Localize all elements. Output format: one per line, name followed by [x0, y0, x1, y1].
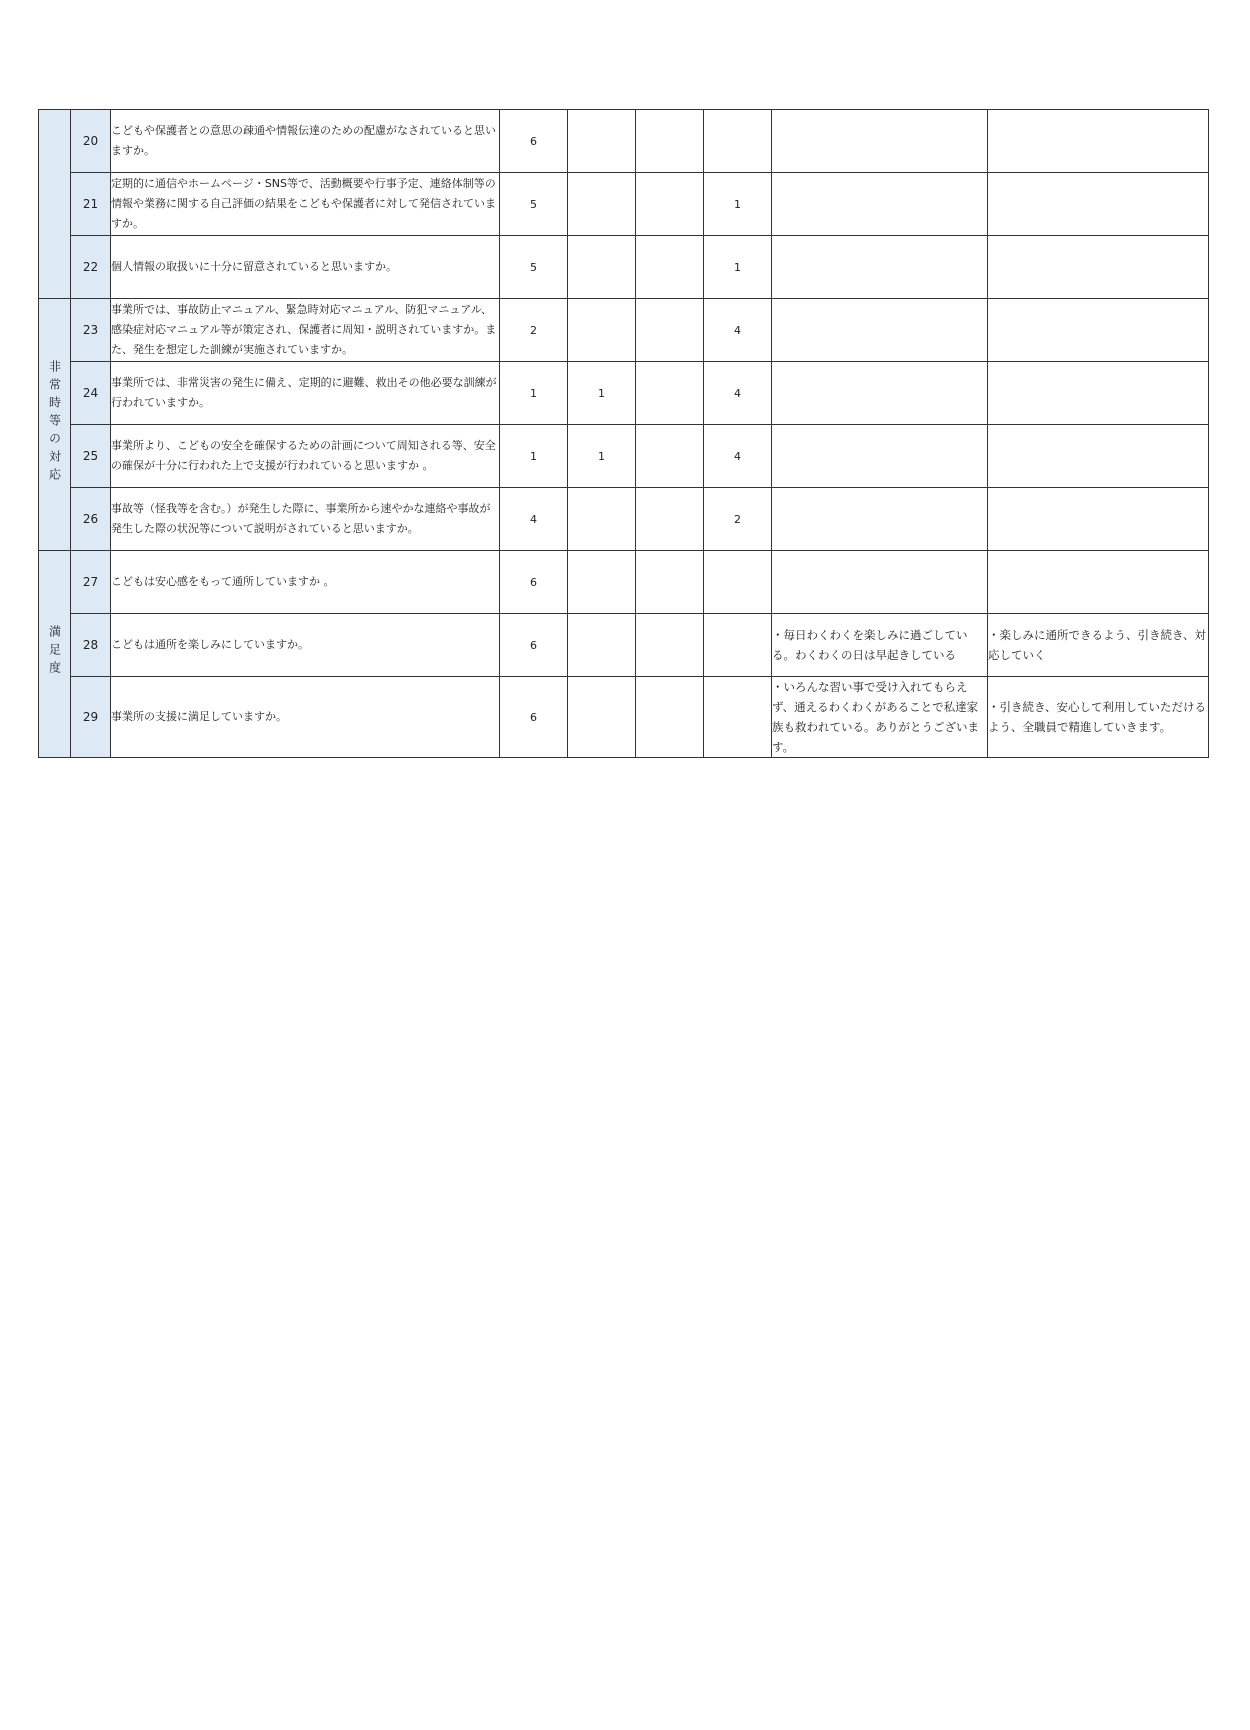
item-number: 26	[71, 488, 111, 551]
parent-opinion-cell: ・いろんな習い事で受け入れてもらえず、通えるわくわくがあることで私達家族も救われている。ありがとうございます。	[772, 677, 988, 758]
item-number: 29	[71, 677, 111, 758]
question-text: 個人情報の取扱いに十分に留意されていると思いますか。	[111, 236, 500, 299]
item-number: 27	[71, 551, 111, 614]
count-cell: 5	[500, 173, 568, 236]
category-emergency	[39, 299, 71, 551]
response-cell	[988, 173, 1209, 236]
count-cell: 4	[500, 488, 568, 551]
question-text: 事業所より、こどもの安全を確保するための計画について周知される等、安全の確保が十分に行われた上で支援が行われていると思いますか 。	[111, 425, 500, 488]
table-row	[39, 488, 1209, 551]
count-cell	[636, 614, 704, 677]
parent-opinion-cell: ・毎日わくわくを楽しみに過ごしている。わくわくの日は早起きしている	[772, 614, 988, 677]
question-text: こどもは安心感をもって通所していますか 。	[111, 551, 500, 614]
item-number: 24	[71, 362, 111, 425]
parent-opinion-cell	[772, 551, 988, 614]
count-cell	[568, 677, 636, 758]
count-cell: 5	[500, 236, 568, 299]
item-number: 20	[71, 110, 111, 173]
parent-opinion-cell	[772, 236, 988, 299]
response-cell	[988, 236, 1209, 299]
count-cell	[636, 236, 704, 299]
response-cell: ・楽しみに通所できるよう、引き続き、対応していく	[988, 614, 1209, 677]
parent-opinion-cell	[772, 425, 988, 488]
count-cell	[568, 299, 636, 362]
table-row	[39, 110, 1209, 173]
count-cell: 4	[704, 362, 772, 425]
count-cell: 2	[704, 488, 772, 551]
response-cell	[988, 110, 1209, 173]
count-cell: 1	[568, 362, 636, 425]
response-cell	[988, 551, 1209, 614]
table-row	[39, 425, 1209, 488]
table-row	[39, 362, 1209, 425]
count-cell: 6	[500, 551, 568, 614]
count-cell	[704, 677, 772, 758]
count-cell: 6	[500, 614, 568, 677]
count-cell	[704, 551, 772, 614]
count-cell: 4	[704, 425, 772, 488]
item-number: 22	[71, 236, 111, 299]
count-cell	[704, 110, 772, 173]
question-text: 事故等（怪我等を含む。）が発生した際に、事業所から速やかな連絡や事故が発生した際の状況等について説明がされていると思いますか。	[111, 488, 500, 551]
response-cell	[988, 488, 1209, 551]
count-cell	[568, 614, 636, 677]
item-number: 25	[71, 425, 111, 488]
question-text: こどもは通所を楽しみにしていますか。	[111, 614, 500, 677]
parent-opinion-cell	[772, 488, 988, 551]
question-text: 事業所では、非常災害の発生に備え、定期的に避難、救出その他必要な訓練が行われていますか。	[111, 362, 500, 425]
count-cell: 1	[500, 362, 568, 425]
item-number: 23	[71, 299, 111, 362]
category-label: 非常時等の対応	[47, 359, 62, 486]
table-row	[39, 551, 1209, 614]
count-cell: 6	[500, 110, 568, 173]
count-cell	[636, 551, 704, 614]
survey-table	[38, 109, 1209, 758]
parent-opinion-cell	[772, 299, 988, 362]
count-cell	[636, 110, 704, 173]
count-cell	[636, 362, 704, 425]
count-cell: 2	[500, 299, 568, 362]
category-label: 満足度	[47, 625, 62, 679]
question-text: 事業所の支援に満足していますか。	[111, 677, 500, 758]
table-row	[39, 614, 1209, 677]
parent-opinion-cell	[772, 110, 988, 173]
count-cell	[568, 110, 636, 173]
count-cell: 1	[704, 236, 772, 299]
response-cell	[988, 299, 1209, 362]
count-cell: 1	[500, 425, 568, 488]
count-cell	[636, 173, 704, 236]
table-row	[39, 173, 1209, 236]
question-text: 定期的に通信やホームページ・SNS等で、活動概要や行事予定、連絡体制等の情報や業務に関する自己評価の結果をこどもや保護者に対して発信されていますか。	[111, 173, 500, 236]
item-number: 28	[71, 614, 111, 677]
response-cell	[988, 362, 1209, 425]
category-satisfaction	[39, 551, 71, 758]
item-number: 21	[71, 173, 111, 236]
table-row	[39, 299, 1209, 362]
count-cell	[568, 173, 636, 236]
count-cell: 1	[704, 173, 772, 236]
count-cell	[636, 299, 704, 362]
table-row	[39, 677, 1209, 758]
parent-opinion-cell	[772, 362, 988, 425]
count-cell: 1	[568, 425, 636, 488]
count-cell	[704, 614, 772, 677]
count-cell	[568, 488, 636, 551]
question-text: こどもや保護者との意思の疎通や情報伝達のための配慮がなされていると思いますか。	[111, 110, 500, 173]
count-cell	[568, 236, 636, 299]
count-cell: 4	[704, 299, 772, 362]
table-row	[39, 236, 1209, 299]
count-cell: 6	[500, 677, 568, 758]
category-cell-continued	[39, 110, 71, 299]
count-cell	[636, 425, 704, 488]
response-cell: ・引き続き、安心して利用していただけるよう、全職員で精進していきます。	[988, 677, 1209, 758]
count-cell	[568, 551, 636, 614]
parent-opinion-cell	[772, 173, 988, 236]
question-text: 事業所では、事故防止マニュアル、緊急時対応マニュアル、防犯マニュアル、感染症対応マニュアル等が策定され、保護者に周知・説明されていますか。また、発生を想定した訓練が実施されていますか。	[111, 299, 500, 362]
count-cell	[636, 677, 704, 758]
response-cell	[988, 425, 1209, 488]
count-cell	[636, 488, 704, 551]
